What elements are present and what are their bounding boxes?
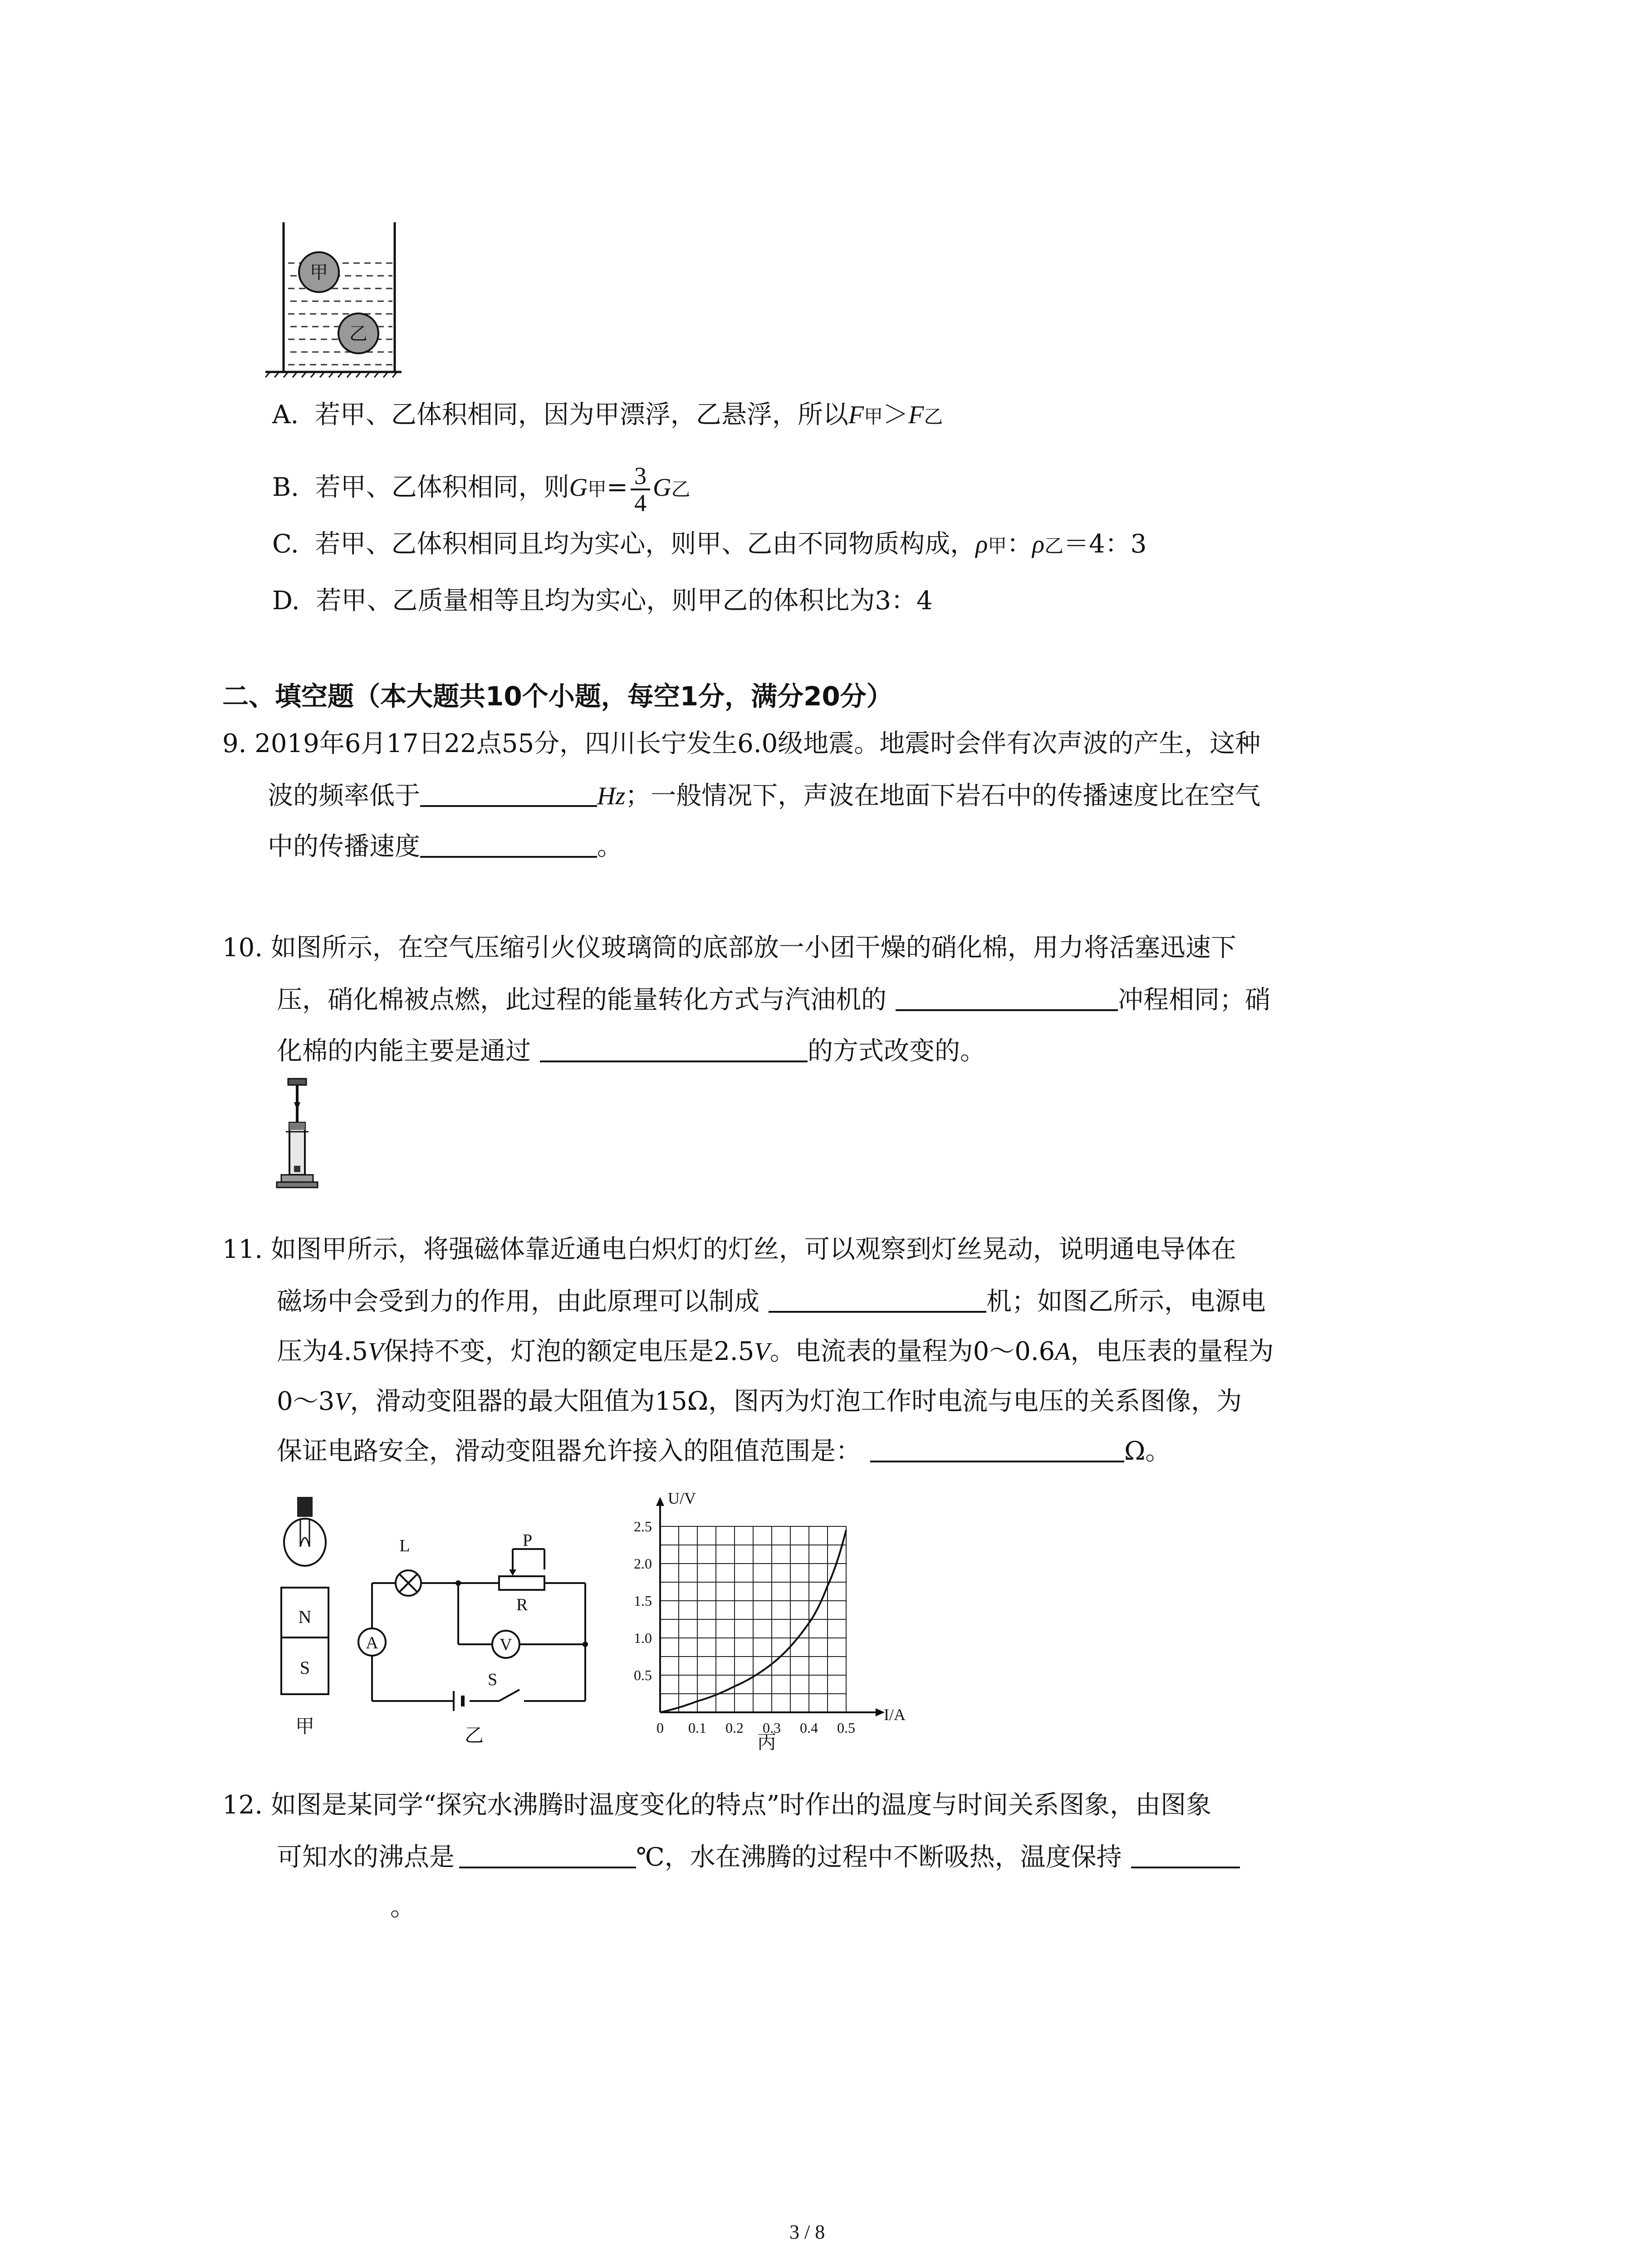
iu-chart	[612, 1488, 930, 1760]
chart-axes	[656, 1497, 885, 1716]
option-a-letter: A.	[272, 400, 299, 430]
switch-label: S	[488, 1670, 498, 1689]
q12-blank-boiling-point[interactable]	[459, 1843, 636, 1868]
q11-line4: 0～3V，滑动变阻器的最大阻值为15Ω，图丙为灯泡工作时电流与电压的关系图像，为	[277, 1387, 1242, 1416]
q12-blank-temperature[interactable]	[1131, 1843, 1240, 1868]
chart-x-tick-label: 0	[656, 1720, 664, 1736]
magnet-north-label: N	[298, 1607, 312, 1627]
q11-blank-machine[interactable]	[769, 1287, 986, 1313]
q9-blank-speed[interactable]	[420, 832, 597, 858]
ball-jia	[299, 252, 339, 292]
option-d-text: 若甲、乙质量相等且均为实心，则甲乙的体积比为3：4	[316, 586, 933, 616]
q10-line3: 化棉的内能主要是通过 的方式改变的。	[277, 1036, 985, 1066]
section-heading: 二、填空题（本大题共10个小题，每空1分，满分20分）	[222, 681, 893, 712]
page-number: 3 / 8	[789, 2221, 825, 2243]
q12-number: 12.	[222, 1790, 263, 1820]
figure-bing-caption: 丙	[757, 1732, 777, 1753]
q11-line3: 压为4.5V保持不变，灯泡的额定电压是2.5V。电流表的量程为0～0.6A，电压表的量程为	[277, 1337, 1274, 1366]
q10-igniter-figure	[272, 1075, 322, 1193]
q11-number: 11.	[222, 1235, 263, 1264]
q8-container-figure	[265, 218, 402, 399]
q9-blank-frequency[interactable]	[420, 782, 597, 807]
lamp-symbol	[396, 1570, 421, 1596]
option-d	[272, 585, 933, 617]
q9-number: 9.	[222, 729, 247, 758]
chart-y-axis-label: U/V	[668, 1489, 696, 1507]
chart-y-tick-label: 0.5	[634, 1667, 652, 1683]
q11-line1: 11. 如图甲所示，将强磁体靠近通电白炽灯的灯丝，可以观察到灯丝晃动，说明通电导体在	[222, 1235, 1236, 1264]
chart-y-tick-label: 2.5	[634, 1518, 652, 1535]
chart-grid	[660, 1526, 846, 1712]
q10-blank-method[interactable]	[540, 1037, 808, 1062]
rheostat-label: R	[516, 1595, 528, 1614]
option-a-text: 若甲、乙体积相同，因为甲漂浮，乙悬浮，所以	[314, 400, 848, 430]
figure-yi-caption: 乙	[464, 1725, 484, 1746]
chart-x-tick-label: 0.5	[837, 1720, 855, 1736]
chart-x-tick-label: 0.4	[800, 1720, 818, 1736]
option-c: C. 若甲、乙体积相同且均为实心，则甲、乙由不同物质构成，ρ甲：ρ乙＝4：3	[272, 529, 1147, 559]
magnet-south-label: S	[299, 1657, 310, 1678]
option-c-letter: C.	[272, 529, 299, 559]
ball-yi	[338, 313, 378, 353]
chart-x-axis-arrow	[876, 1708, 885, 1716]
chart-ticks	[634, 1518, 855, 1736]
q12-line1: 12. 如图是某同学“探究水沸腾时温度变化的特点”时作出的温度与时间关系图象，由图象	[222, 1790, 1212, 1820]
ball-jia-label: 甲	[310, 262, 328, 283]
q9-line3: 中的传播速度 。	[268, 832, 622, 861]
chart-x-tick-label: 0.1	[688, 1720, 706, 1736]
option-b-letter: B.	[272, 473, 299, 502]
option-d-letter: D.	[272, 586, 300, 616]
q11-line2: 磁场中会受到力的作用，由此原理可以制成 机；如图乙所示，电源电	[277, 1287, 1266, 1316]
option-b: B. 若甲、乙体积相同，则G甲= $\frac{3}{4}$ G乙	[272, 462, 691, 517]
option-c-text: 若甲、乙体积相同且均为实心，则甲、乙由不同物质构成，	[315, 529, 976, 559]
fraction-three-quarters: $\frac{3}{4}$	[631, 463, 650, 516]
voltmeter-symbol	[492, 1631, 519, 1658]
q11-circuit-figure	[349, 1524, 603, 1746]
svg-text:A: A	[366, 1633, 378, 1652]
q11-line5: 保证电路安全，滑动变阻器允许接入的阻值范围是： Ω。	[277, 1437, 1171, 1466]
q11-figure-jia	[272, 1492, 340, 1746]
q10-blank-stroke[interactable]	[896, 986, 1118, 1011]
lamp-label: L	[399, 1536, 410, 1555]
slider-label: P	[523, 1531, 533, 1550]
svg-text:V: V	[500, 1635, 512, 1654]
chart-y-tick-label: 1.5	[634, 1593, 652, 1609]
option-a: A. 若甲、乙体积相同，因为甲漂浮，乙悬浮，所以F甲＞F乙	[272, 400, 943, 430]
q10-line2: 压，硝化棉被点燃，此过程的能量转化方式与汽油机的 冲程相同；硝	[277, 985, 1270, 1015]
chart-x-axis-label: I/A	[884, 1706, 906, 1724]
q11-blank-resistance-range[interactable]	[870, 1437, 1124, 1462]
q10-line1: 10. 如图所示，在空气压缩引火仪玻璃筒的底部放一小团干燥的硝化棉，用力将活塞迅速下	[222, 933, 1236, 963]
q12-line3: 。	[390, 1892, 416, 1922]
chart-x-tick-label: 0.2	[725, 1720, 744, 1736]
q9-line1: 9. 2019年6月17日22点55分，四川长宁发生6.0级地震。地震时会伴有次声波的产生，这种	[222, 729, 1261, 758]
ball-yi-label: 乙	[349, 323, 367, 344]
q10-number: 10.	[222, 933, 263, 963]
ammeter-symbol	[358, 1628, 386, 1656]
q12-line2: 可知水的沸点是 ℃，水在沸腾的过程中不断吸热，温度保持	[277, 1842, 1240, 1873]
chart-y-tick-label: 1.0	[634, 1630, 652, 1646]
figure-jia-caption: 甲	[295, 1716, 315, 1737]
chart-y-axis-arrow	[656, 1497, 664, 1506]
chart-y-tick-label: 2.0	[634, 1555, 652, 1572]
chart-x-tick-label: 0.3	[763, 1720, 781, 1736]
option-b-text: 若甲、乙体积相同，则	[315, 473, 569, 502]
q9-line2: 波的频率低于 Hz；一般情况下，声波在地面下岩石中的传播速度比在空气	[268, 781, 1261, 811]
